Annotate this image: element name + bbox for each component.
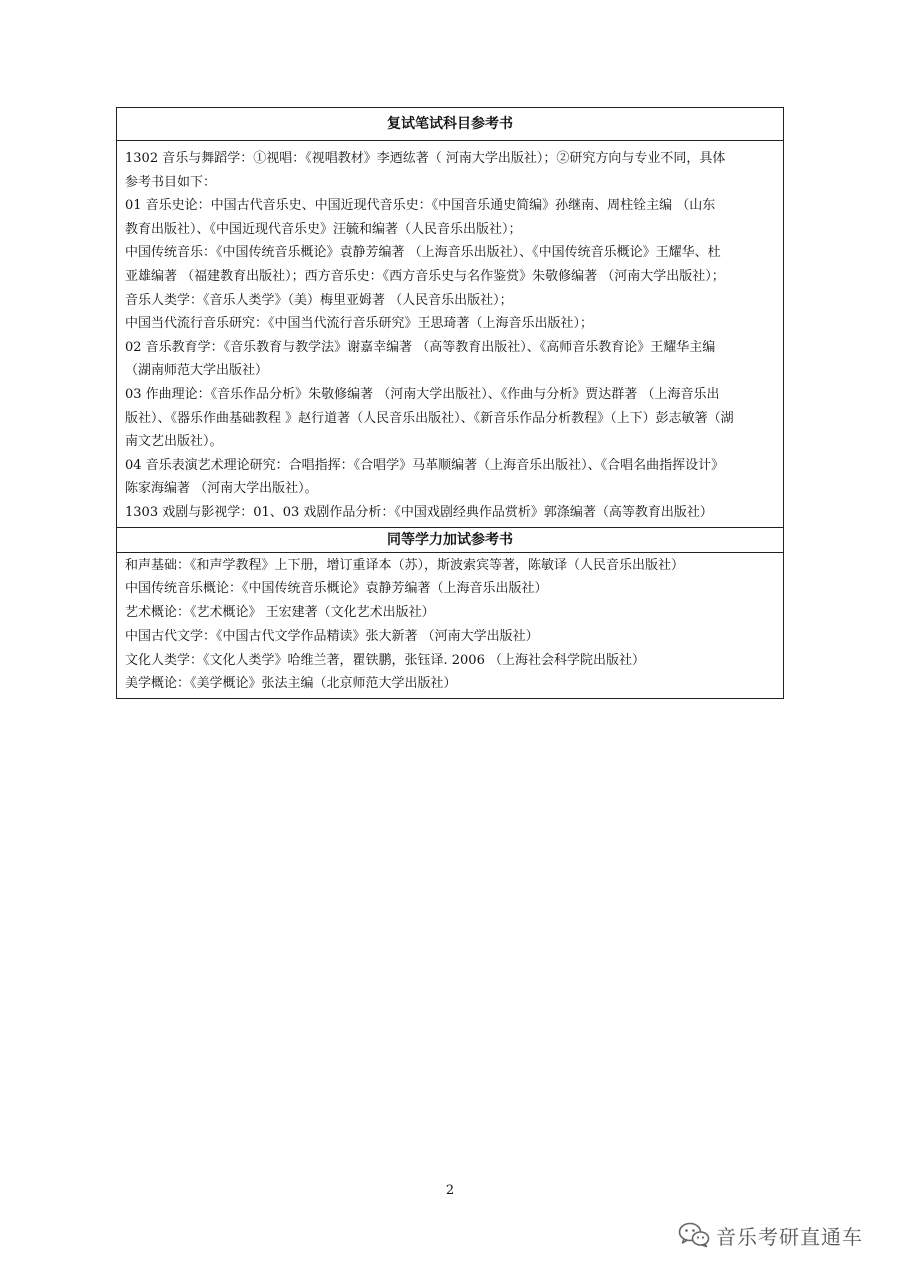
text-line: 音乐人类学：《音乐人类学》（美）梅里亚姆著 （人民音乐出版社）； xyxy=(125,292,513,308)
text-line: 陈家海编著 （河南大学出版社）。 xyxy=(125,481,318,497)
equivalent-exam-header: 同等学力加试参考书 xyxy=(117,527,783,553)
text-line: 文化人类学：《文化人类学》哈维兰著，瞿铁鹏，张钰译. 2006 （上海社会科学院出版社） xyxy=(125,652,645,668)
page-number: 2 xyxy=(445,1183,455,1198)
retest-written-header: 复试笔试科目参考书 xyxy=(117,108,783,141)
text-line: 01 音乐史论：中国古代音乐史、中国近现代音乐史：《中国音乐通史简编》孙继南、周柱铨主编 （山东 xyxy=(125,198,716,214)
equivalent-exam-body xyxy=(117,553,783,699)
text-line: 亚雄编著 （福建教育出版社）；西方音乐史：《西方音乐史与名作鉴赏》朱敬修编著 （河南大学出版社）； xyxy=(125,268,725,284)
text-line: 版社）、《器乐作曲基础教程 》赵行道著（人民音乐出版社）、《新音乐作品分析教程》（上下）彭志敏箸（湖 xyxy=(125,410,734,426)
text-line: 和声基础：《和声学教程》上下册，增订重译本（苏），斯波索宾等著，陈敏译（人民音乐出版社） xyxy=(125,557,685,573)
text-line: 1303 戏剧与影视学：01、03 戏剧作品分析：《中国戏剧经典作品赏析》郭涤编著（高等教育出版社） xyxy=(125,504,713,520)
text-line: （湖南师范大学出版社） xyxy=(125,363,269,379)
text-line: 中国当代流行音乐研究：《中国当代流行音乐研究》王思琦著（上海音乐出版社）； xyxy=(125,316,594,332)
text-line: 参考书目如下： xyxy=(125,174,217,190)
text-line: 南文艺出版社）。 xyxy=(125,434,223,450)
text-line: 04 音乐表演艺术理论研究：合唱指挥：《合唱学》马革顺编著（上海音乐出版社）、《合唱名曲指挥设计》 xyxy=(125,457,725,473)
text-line: 中国传统音乐概论：《中国传统音乐概论》袁静芳编著（上海音乐出版社） xyxy=(125,581,548,597)
watermark xyxy=(678,1220,863,1250)
text-line: 1302 音乐与舞蹈学：①视唱：《视唱教材》李迺纮著（ 河南大学出版社）；②研究方向与专业不同，具体 xyxy=(125,151,726,166)
text-line: 艺术概论：《艺术概论》 王宏建著（文化艺术出版社） xyxy=(125,605,435,621)
text-line: 美学概论：《美学概论》张法主编（北京师范大学出版社） xyxy=(125,676,457,692)
text-line: 02 音乐教育学：《音乐教育与教学法》谢嘉幸编著 （高等教育出版社）、《高师音乐教育论》王耀华主编 xyxy=(125,339,716,355)
text-line: 中国古代文学：《中国古代文学作品精读》张大新著 （河南大学出版社） xyxy=(125,628,539,644)
text-line: 03 作曲理论：《音乐作品分析》朱敬修编著 （河南大学出版社）、《作曲与分析》贾达群著 （上海音乐出 xyxy=(125,386,720,402)
wechat-icon xyxy=(678,1222,710,1248)
text-line: 教育出版社）、《中国近现代音乐史》汪毓和编著（人民音乐出版社）； xyxy=(125,221,522,237)
text-line: 中国传统音乐：《中国传统音乐概论》袁静芳编著 （上海音乐出版社）、《中国传统音乐概论》王耀华、杜 xyxy=(125,245,721,261)
watermark-text: 音乐考研直通车 xyxy=(716,1224,863,1249)
retest-written-body xyxy=(117,141,783,527)
reference-book-table xyxy=(116,107,784,699)
